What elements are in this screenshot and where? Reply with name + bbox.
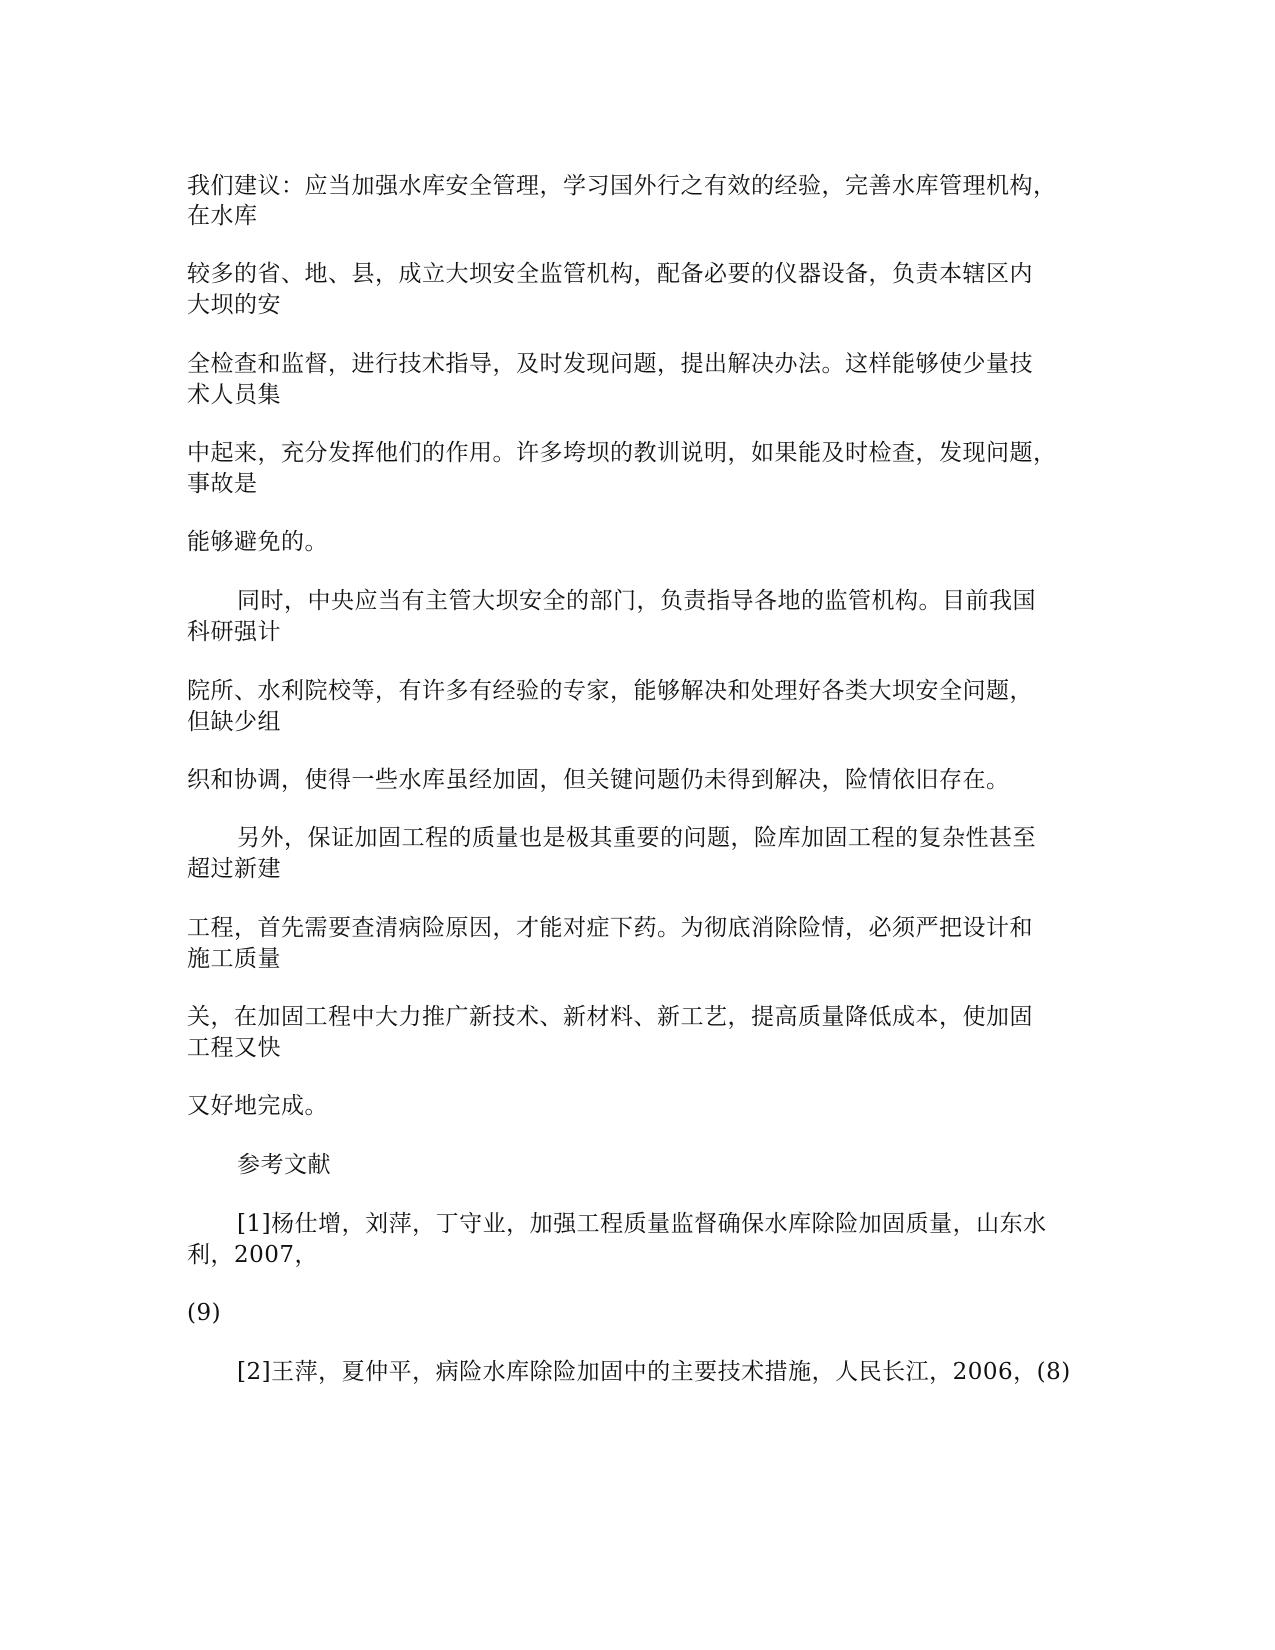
paragraph-start-line: 同时，中央应当有主管大坝安全的部门，负责指导各地的监管机构。目前我国 <box>237 588 1036 614</box>
text-line: 关，在加固工程中大力推广新技术、新材料、新工艺，提高质量降低成本，使加固 <box>187 1004 1033 1030</box>
text-line: 全检查和监督，进行技术指导，及时发现问题，提出解决办法。这样能够使少量技 <box>187 351 1033 377</box>
text-line: 大坝的安 <box>187 292 281 318</box>
text-line: 术人员集 <box>187 382 281 408</box>
text-line: 工程又快 <box>187 1035 281 1061</box>
text-line: 院所、水利院校等，有许多有经验的专家，能够解决和处理好各类大坝安全问题， <box>187 678 1033 704</box>
text-line: 中起来，充分发挥他们的作用。许多垮坝的教训说明，如果能及时检查，发现问题， <box>187 440 1057 466</box>
text-line: 施工质量 <box>187 946 281 972</box>
text-line: 超过新建 <box>187 856 281 882</box>
text-line: 能够避免的。 <box>187 529 328 555</box>
references-heading: 参考文献 <box>237 1152 331 1178</box>
text-line: 织和协调，使得一些水库虽经加固，但关键问题仍未得到解决，险情依旧存在。 <box>187 767 1010 793</box>
text-line: 工程，首先需要查清病险原因，才能对症下药。为彻底消除险情，必须严把设计和 <box>187 915 1033 941</box>
text-line: 又好地完成。 <box>187 1093 328 1119</box>
text-line: 利，2007， <box>187 1242 319 1268</box>
text-line: 但缺少组 <box>187 709 281 735</box>
text-line: 较多的省、地、县，成立大坝安全监管机构，配备必要的仪器设备，负责本辖区内 <box>187 261 1033 287</box>
text-line: 我们建议：应当加强水库安全管理，学习国外行之有效的经验，完善水库管理机构， <box>187 173 1057 199</box>
text-line: 事故是 <box>187 471 258 497</box>
paragraph-start-line: 另外，保证加固工程的质量也是极其重要的问题，险库加固工程的复杂性甚至 <box>237 825 1036 851</box>
text-line: 在水库 <box>187 203 258 229</box>
text-line: 科研强计 <box>187 619 281 645</box>
reference-item: [2]王萍，夏仲平，病险水库除险加固中的主要技术措施，人民长江，2006，(8) <box>237 1359 1071 1385</box>
text-line: (9) <box>187 1300 222 1326</box>
reference-item: [1]杨仕增，刘萍，丁守业，加强工程质量监督确保水库除险加固质量，山东水 <box>237 1211 1047 1237</box>
